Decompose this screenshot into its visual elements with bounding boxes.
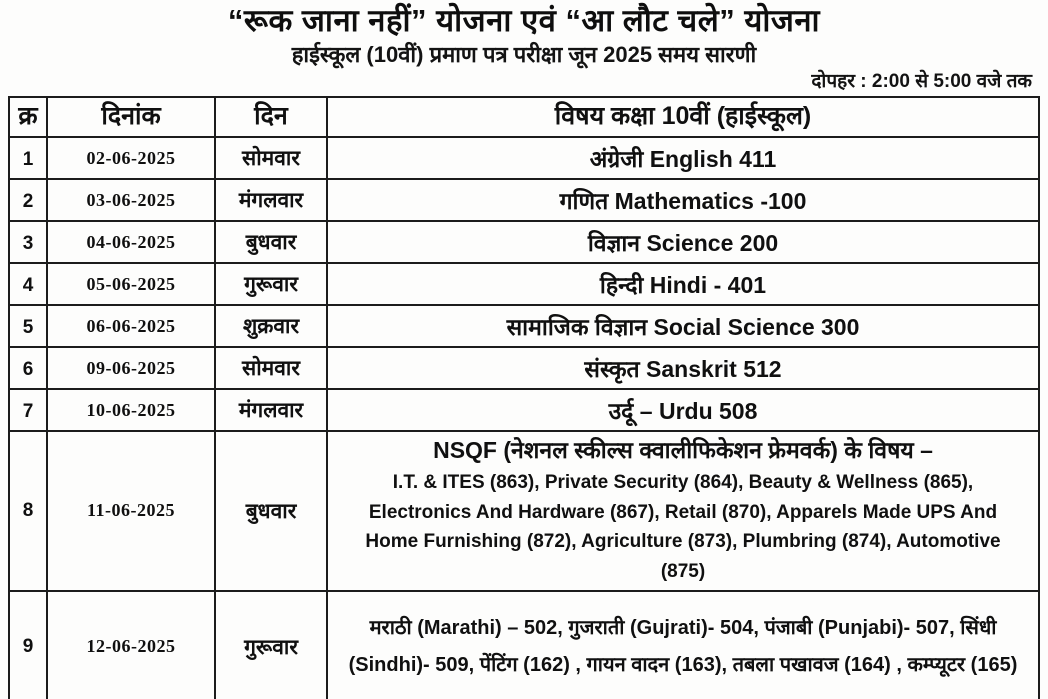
table-row [9,591,1039,699]
nsqf-subject-list: I.T. & ITES (863), Private Security (864), Beauty & Wellness (865), Electronics And Hardware (867), Retail (870), Apparels Made UPS And Home Furnishing (872), Agriculture (873), Plumbring (874), Automotive (875) [365,472,1001,582]
table-row [9,431,1039,591]
cell-subject: अंग्रेजी English 411 [327,137,1039,179]
cell-date: 04-06-2025 [47,221,215,263]
cell-date: 09-06-2025 [47,347,215,389]
nsqf-heading: NSQF (नेशनल स्कील्स क्वालीफिकेशन फ्रेमवर्क) के विषय – [433,437,933,463]
cell-day: बुधवार [215,221,327,263]
cell-subject: हिन्दी Hindi - 401 [327,263,1039,305]
cell-sno: 5 [9,305,47,347]
cell-date: 02-06-2025 [47,137,215,179]
cell-subject: उर्दू – Urdu 508 [327,389,1039,431]
cell-subject: विज्ञान Science 200 [327,221,1039,263]
table-row [9,137,1039,179]
cell-date: 11-06-2025 [47,431,215,591]
cell-sno: 3 [9,221,47,263]
cell-sno: 1 [9,137,47,179]
cell-day: गुरूवार [215,591,327,699]
page-title: “रूक जाना नहीं” योजना एवं “आ लौट चले” योजना [227,3,821,38]
cell-date: 10-06-2025 [47,389,215,431]
cell-day: सोमवार [215,347,327,389]
page-subtitle: हाईस्कूल (10वीं) प्रमाण पत्र परीक्षा जून 2025 समय सारणी [291,42,757,67]
table-row [9,263,1039,305]
cell-sno: 8 [9,431,47,591]
table-row [9,347,1039,389]
cell-sno: 2 [9,179,47,221]
cell-subject [327,431,1039,591]
cell-subject [327,591,1039,699]
cell-day: मंगलवार [215,179,327,221]
cell-sno: 9 [9,591,47,699]
header-cell-day: दिन [215,97,327,137]
cell-sno: 4 [9,263,47,305]
cell-date: 03-06-2025 [47,179,215,221]
cell-date: 06-06-2025 [47,305,215,347]
cell-day: बुधवार [215,431,327,591]
cell-date: 05-06-2025 [47,263,215,305]
cell-day: गुरूवार [215,263,327,305]
table-row [9,305,1039,347]
header-cell-date: दिनांक [47,97,215,137]
language-subject-list: मराठी (Marathi) – 502, गुजराती (Gujrati)- 504, पंजाबी (Punjabi)- 507, सिंधी (Sindhi)- 509, पेंटिंग (162) , गायन वादन (163), तबला पखावज (164) , कम्प्यूटर (165) [348,616,1018,676]
cell-sno: 7 [9,389,47,431]
table-header-row [9,97,1039,137]
table-row [9,221,1039,263]
cell-subject: सामाजिक विज्ञान Social Science 300 [327,305,1039,347]
exam-timetable [8,96,1040,699]
header-cell-sno: क्र [9,97,47,137]
cell-sno: 6 [9,347,47,389]
cell-day: शुक्रवार [215,305,327,347]
table-row [9,179,1039,221]
cell-day: सोमवार [215,137,327,179]
cell-subject: संस्कृत Sanskrit 512 [327,347,1039,389]
table-row [9,389,1039,431]
cell-date: 12-06-2025 [47,591,215,699]
cell-day: मंगलवार [215,389,327,431]
header-cell-subject: विषय कक्षा 10वीं (हाईस्कूल) [327,97,1039,137]
exam-time-note: दोपहर : 2:00 से 5:00 वजे तक [811,71,1032,92]
cell-subject: गणित Mathematics -100 [327,179,1039,221]
